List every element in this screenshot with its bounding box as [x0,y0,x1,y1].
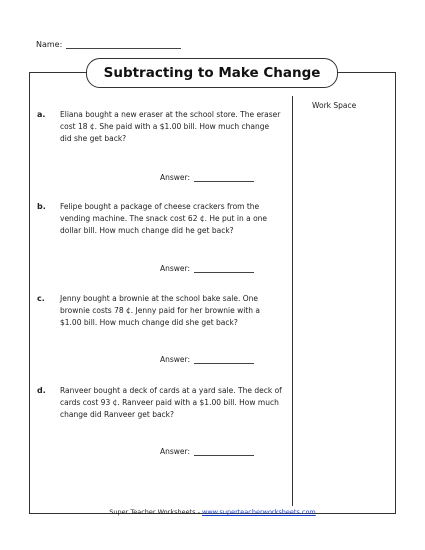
question-a-answer [160,173,254,182]
question-c-answer [160,355,254,364]
footer-text: Super Teacher Worksheets - [109,508,203,516]
answer-line-a[interactable] [194,174,254,182]
question-c-text: Jenny bought a brownie at the school bake sale. One brownie costs 78 ¢. Jenny paid for her brownie with a $1.00 bill. How much change did she get back? [60,294,260,327]
answer-label: Answer: [160,264,191,273]
question-b-text: Felipe bought a package of cheese crackers from the vending machine. The snack cost 62 ¢. He put in a one dollar bill. How much change did he get back? [60,202,268,235]
work-space-divider [292,96,293,506]
question-a-text: Eliana bought a new eraser at the school store. The eraser cost 18 ¢. She paid with a $1.00 bill. How much change did she get back? [60,110,281,143]
answer-line-c[interactable] [194,356,254,364]
question-b-answer [160,264,254,273]
footer-link[interactable]: www.superteacherworksheets.com [202,508,316,516]
question-d-text: Ranveer bought a deck of cards at a yard sale. The deck of cards cost 93 ¢. Ranveer paid with a $1.00 bill. How much change did Ranveer get back? [60,386,282,419]
name-label: Name: [36,40,63,49]
question-c-letter: c. [37,294,45,303]
footer [0,508,425,516]
answer-line-d[interactable] [194,448,254,456]
answer-label: Answer: [160,173,191,182]
question-b-letter: b. [37,202,46,211]
work-space-label: Work Space [312,101,357,110]
worksheet-title: Subtracting to Make Change [86,58,338,88]
answer-label: Answer: [160,355,191,364]
answer-label: Answer: [160,447,191,456]
question-a-letter: a. [37,110,46,119]
question-d-letter: d. [37,386,46,395]
name-line[interactable] [66,40,181,49]
question-d-answer [160,447,254,456]
name-row [36,40,181,49]
answer-line-b[interactable] [194,265,254,273]
